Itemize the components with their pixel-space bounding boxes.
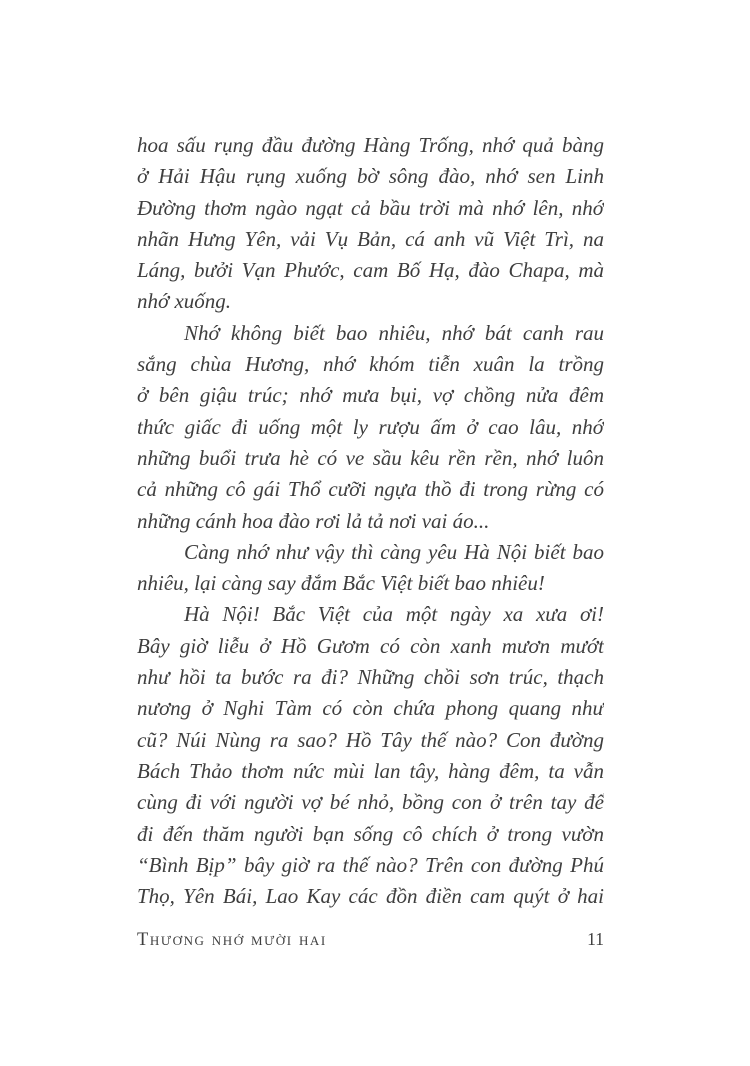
- running-title: Thương nhớ mười hai: [137, 930, 327, 950]
- text-line: ở bên giậu trúc; nhớ mưa bụi, vợ chồng nửa đêm: [137, 383, 604, 408]
- text-line: thức giấc đi uống một ly rượu ấm ở cao lâu, nhớ: [137, 414, 604, 439]
- text-line: nhiêu, lại càng say đắm Bắc Việt biết bao nhiêu!: [137, 571, 545, 596]
- text-line: Bây giờ liễu ở Hồ Gươm có còn xanh mươn mướt: [137, 633, 604, 658]
- paragraph: [137, 537, 604, 600]
- paragraph: [137, 130, 604, 318]
- text-line: Hà Nội! Bắc Việt của một ngày xa xưa ơi!: [184, 602, 604, 627]
- text-line: đi đến thăm người bạn sống cô chích ở trong vườn: [137, 821, 604, 846]
- text-line: Thọ, Yên Bái, Lao Kay các đồn điền cam quýt ở hai: [137, 884, 604, 909]
- text-line: Càng nhớ như vậy thì càng yêu Hà Nội biết bao: [184, 539, 604, 564]
- paragraph: [137, 318, 604, 537]
- text-line: Bách Thảo thơm nức mùi lan tây, hàng đêm, ta vẫn: [137, 758, 604, 783]
- text-line: hoa sấu rụng đầu đường Hàng Trống, nhớ quả bàng: [137, 133, 604, 157]
- page-number: 11: [587, 929, 604, 949]
- text-line: nhãn Hưng Yên, vải Vụ Bản, cá anh vũ Việt Trì, na: [137, 226, 604, 251]
- text-line: sắng chùa Hương, nhớ khóm tiễn xuân la trồng: [137, 352, 604, 377]
- text-line: Láng, bưởi Vạn Phước, cam Bố Hạ, đào Chapa, mà: [137, 258, 604, 283]
- text-line: như hồi ta bước ra đi? Những chồi sơn trúc, thạch: [137, 665, 604, 690]
- text-line: nhớ xuống.: [137, 289, 232, 314]
- text-line: ở Hải Hậu rụng xuống bờ sông đào, nhớ sen Linh: [137, 164, 604, 189]
- text-line: Nhớ không biết bao nhiêu, nhớ bát canh rau: [184, 320, 604, 345]
- text-line: những cánh hoa đào rơi lả tả nơi vai áo...: [137, 508, 490, 533]
- paragraph: [137, 599, 604, 912]
- text-line: cả những cô gái Thổ cưỡi ngựa thồ đi trong rừng có: [137, 477, 604, 502]
- text-line: Đường thơm ngào ngạt cả bầu trời mà nhớ lên, nhớ: [137, 195, 604, 220]
- page-text-body: [137, 130, 604, 912]
- page-footer: [137, 929, 604, 951]
- text-line: cũ? Núi Nùng ra sao? Hồ Tây thế nào? Con đường: [137, 727, 604, 752]
- text-line: cùng đi với người vợ bé nhỏ, bồng con ở trên tay để: [137, 790, 604, 815]
- text-line: nương ở Nghi Tàm có còn chứa phong quang như: [137, 696, 604, 721]
- text-line: “Bình Bịp” bây giờ ra thế nào? Trên con đường Phú: [137, 852, 604, 877]
- text-line: những buổi trưa hè có ve sầu kêu rền rền, nhớ luôn: [137, 445, 604, 470]
